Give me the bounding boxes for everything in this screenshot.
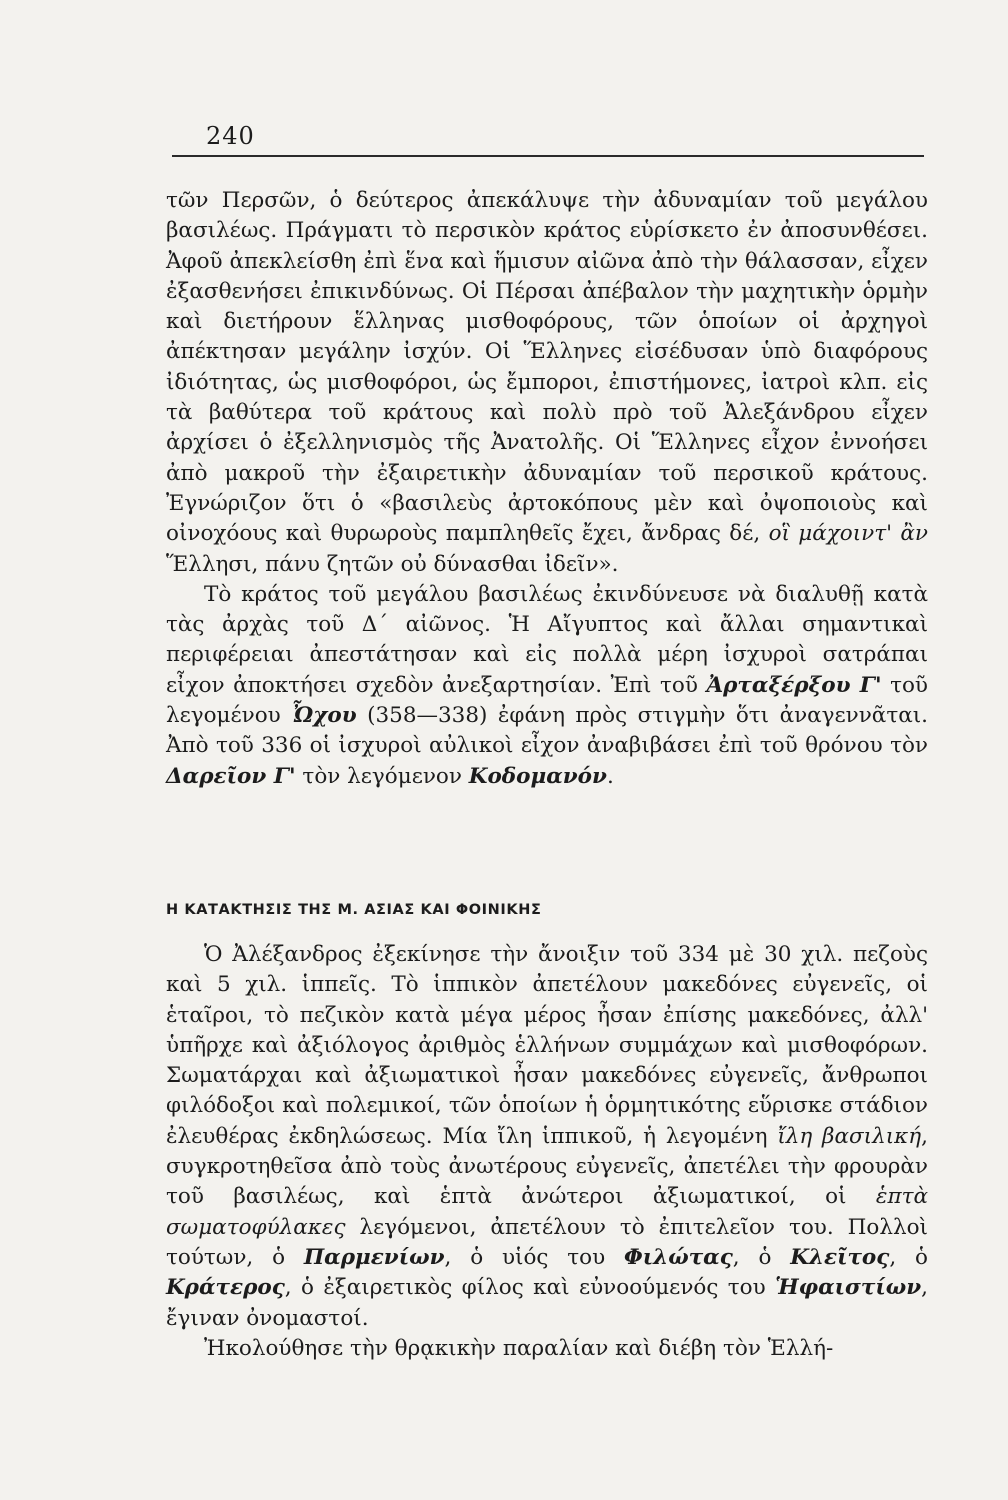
name-cleitus: Κλεῖτος [790, 1244, 890, 1270]
header-rule [172, 155, 924, 157]
name-ochus: Ὦχου [291, 703, 357, 729]
page-number: 240 [206, 122, 255, 150]
name-craterus: Κράτερος [166, 1275, 285, 1301]
section-heading: Η ΚΑΤΑΚΤΗΣΙΣ ΤΗΣ Μ. ΑΣΙΑΣ ΚΑΙ ΦΟΙΝΙΚΗΣ [166, 902, 542, 918]
name-darius: Δαρεῖον Γ' [166, 763, 296, 789]
name-philotas: Φιλώτας [624, 1244, 733, 1270]
name-artaxerxes: Ἀρταξέρξου Γ' [706, 672, 882, 698]
name-hephaestion: Ἡφαιστίων [775, 1275, 922, 1301]
paragraph-persian-weakness: τῶν Περσῶν, ὁ δεύτερος ἀπεκάλυψε τὴν ἀδυναμίαν τοῦ μεγάλου βασιλέως. Πράγματι τὸ περσικὸν κράτος εὑρίσκετο ἐν ἀποσυνθέσει. Ἀφοῦ ἀπεκλείσθη ἐπὶ ἕνα καὶ ἥμισυν αἰῶνα ἀπὸ τὴν θάλασσαν, εἶχεν ἐξασθενήσει ἐπικινδύνως. Οἱ Πέρσαι ἀπέβαλον τὴν μαχητικὴν ὁρμὴν καὶ διετήρουν ἕλληνας μισθοφόρους, τῶν ὁποίων οἱ ἀρχηγοὶ ἀπέκτησαν μεγάλην ἰσχύν. Οἱ Ἕλληνες εἰσέδυσαν ὑπὸ διαφόρους ἰδιότητας, ὡς μισθοφόροι, ὡς ἔμποροι, ἐπιστήμονες, ἰατροὶ κλπ. εἰς τὰ βαθύτερα τοῦ κράτους καὶ πολὺ πρὸ τοῦ Ἀλεξάνδρου εἶχεν ἀρχίσει ὁ ἐξελληνισμὸς τῆς Ἀνατολῆς. Οἱ Ἕλληνες εἶχον ἐννοήσει ἀπὸ μακροῦ τὴν ἐξαιρετικὴν ἀδυναμίαν τοῦ περσικοῦ κράτους. Ἐγνώριζον ὅτι ὁ «βασιλεὺς ἀρτοκόπους μὲν καὶ ὀψοποιοὺς καὶ οἰνοχόους καὶ θυρωροὺς παμπληθεῖς ἔχει, ἄνδρας δέ, οἳ μάχοιντ' ἂν Ἕλλησι, πάνυ ζητῶν οὐ δύνασθαι ἰδεῖν». [166, 188, 928, 577]
text-block-bottom [166, 940, 928, 1364]
name-parmenion: Παρμενίων [303, 1244, 445, 1270]
name-codomannus: Κοδομανόν [468, 763, 607, 789]
paragraph-persian-empire: Τὸ κράτος τοῦ μεγάλου βασιλέως ἐκινδύνευσε νὰ διαλυθῇ κατὰ τὰς ἀρχὰς τοῦ Δ΄ αἰῶνος. Ἡ Αἴγυπτος καὶ ἄλλαι σημαντικαὶ περιφέρειαι ἀπεστάτησαν καὶ εἰς πολλὰ μέρη ἰσχυροὶ σατράπαι εἶχον ἀποκτήσει σχεδὸν ἀνεξαρτησίαν. Ἐπὶ τοῦ Ἀρταξέρξου Γ' τοῦ λεγομένου Ὦχου (358—338) ἐφάνη πρὸς στιγμὴν ὅτι ἀναγεννᾶται. Ἀπὸ τοῦ 336 οἱ ἰσχυροὶ αὐλικοὶ εἶχον ἀναβιβάσει ἐπὶ τοῦ θρόνου τὸν Δαρεῖον Γ' τὸν λεγόμενον Κοδομανόν. [166, 581, 928, 789]
paragraph-thrace: Ἠκολούθησε τὴν θρᾳκικὴν παραλίαν καὶ διέβη τὸν Ἑλλή- [204, 1335, 834, 1361]
text-block-top [166, 186, 928, 792]
paragraph-alexander-army: Ὁ Ἀλέξανδρος ἐξεκίνησε τὴν ἄνοιξιν τοῦ 334 μὲ 30 χιλ. πεζοὺς καὶ 5 χιλ. ἱππεῖς. Τὸ ἱππικὸν ἀπετέλουν μακεδόνες εὐγενεῖς, οἱ ἑταῖροι, τὸ πεζικὸν κατὰ μέγα μέρος ἦσαν ἐπίσης μακεδόνες, ἀλλ' ὑπῆρχε καὶ ἀξιόλογος ἀριθμὸς ἑλλήνων συμμάχων καὶ μισθοφόρων. Σωματάρχαι καὶ ἀξιωματικοὶ ἦσαν μακεδόνες εὐγενεῖς, ἄνθρωποι φιλόδοξοι καὶ πολεμικοί, τῶν ὁποίων ἡ ὁρμητικότης εὕρισκε στάδιον ἐλευθέρας ἐκδηλώσεως. Μία ἴλη ἱππικοῦ, ἡ λεγομένη ἴλη βασιλική, συγκροτηθεῖσα ἀπὸ τοὺς ἀνωτέρους εὐγενεῖς, ἀπετέλει τὴν φρουρὰν τοῦ βασιλέως, καὶ ἑπτὰ ἀνώτεροι ἀξιωματικοί, οἱ ἑπτὰ σωματοφύλακες λεγόμενοι, ἀπετέλουν τὸ ἐπιτελεῖον του. Πολλοὶ τούτων, ὁ Παρμενίων, ὁ υἱός του Φιλώτας, ὁ Κλεῖτος, ὁ Κράτερος, ὁ ἐξαιρετικὸς φίλος καὶ εὐνοούμενός του Ἡφαιστίων, ἔγιναν ὀνομαστοί. [166, 942, 928, 1331]
